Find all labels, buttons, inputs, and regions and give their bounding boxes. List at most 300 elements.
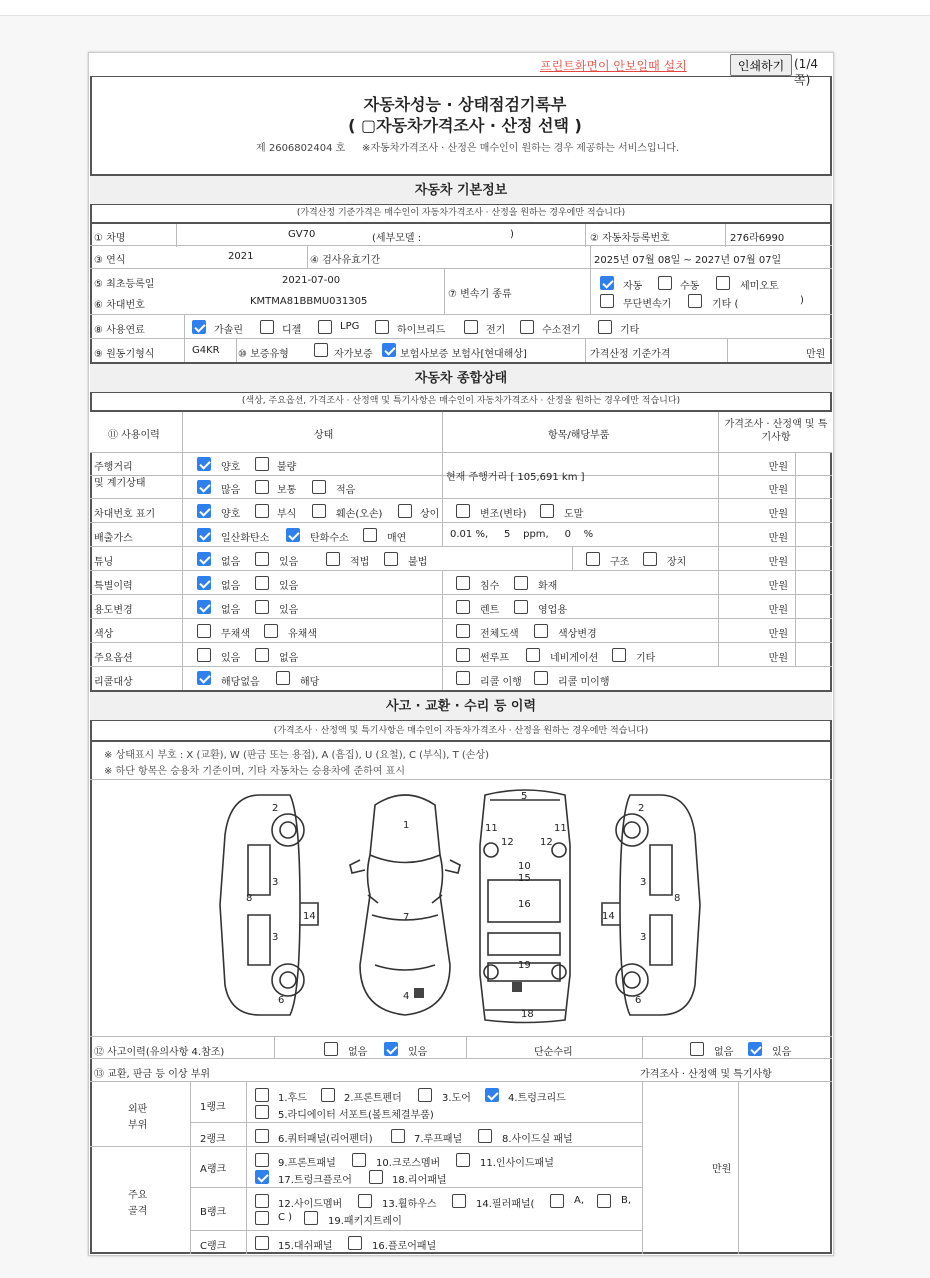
grid-line — [274, 1036, 275, 1059]
checkbox[interactable] — [526, 648, 540, 662]
detail-close: ) — [510, 229, 514, 240]
row-color — [90, 619, 832, 643]
checkbox[interactable] — [398, 504, 412, 518]
label: 튜닝 — [94, 557, 114, 568]
opt-cvt: 무단변속기 — [623, 299, 672, 310]
row-vin-mark — [90, 499, 832, 523]
opt: 보통 — [277, 485, 297, 496]
grid-line — [442, 412, 443, 547]
checkbox[interactable] — [255, 1105, 269, 1119]
grid-line — [572, 547, 573, 571]
checkbox[interactable] — [382, 343, 396, 357]
grid-line — [190, 1230, 642, 1231]
checkbox[interactable] — [197, 576, 211, 590]
label: 용도변경 — [94, 605, 133, 616]
checkbox[interactable] — [748, 1042, 762, 1056]
opt: 전체도색 — [480, 629, 519, 640]
opt: 부식 — [277, 509, 297, 520]
svg-text:11: 11 — [485, 823, 498, 834]
opt: 없음 — [348, 1047, 368, 1058]
svg-text:8: 8 — [674, 893, 681, 904]
grid-line — [642, 1036, 643, 1059]
svg-text:6: 6 — [278, 995, 285, 1006]
checkbox[interactable] — [321, 1088, 335, 1102]
row-recall — [90, 667, 832, 690]
fuel-etc: 기타 — [620, 325, 640, 336]
checkbox[interactable] — [255, 552, 269, 566]
grid-line — [444, 269, 445, 315]
checkbox[interactable] — [485, 1088, 499, 1102]
opt: 리콜 미이행 — [558, 677, 610, 688]
opt: 있음 — [279, 581, 299, 592]
fuel-hybrid: 하이브리드 — [397, 325, 446, 336]
checkbox[interactable] — [255, 1088, 269, 1102]
row-first-reg — [90, 269, 832, 315]
grid-line — [590, 246, 591, 269]
checkbox[interactable] — [375, 320, 389, 334]
opt: 있음 — [772, 1047, 792, 1058]
row-engine — [90, 339, 832, 362]
label: 가격조사 · 산정액 및 특기사항 — [640, 1069, 772, 1080]
unit: 만원 — [806, 349, 826, 360]
label-main: 주요 골격 — [128, 1190, 148, 1217]
opt: 훼손(오손) — [336, 509, 383, 520]
checkbox[interactable] — [600, 294, 614, 308]
svg-text:1: 1 — [403, 820, 410, 831]
grid-line — [725, 224, 726, 247]
checkbox[interactable] — [690, 1042, 704, 1056]
label: ⑨ 원동기형식 — [94, 349, 155, 360]
checkbox[interactable] — [384, 552, 398, 566]
grid-line — [466, 1036, 467, 1059]
opt-etc: 기타 ( — [712, 299, 739, 310]
label: ⑦ 변속기 종류 — [448, 289, 512, 300]
item: 19.패키지트레이 — [328, 1216, 402, 1227]
checkbox[interactable] — [255, 648, 269, 662]
item: 2.프론트펜더 — [344, 1093, 402, 1104]
accident-header: 사고 · 교환 · 수리 등 이력 — [90, 690, 832, 721]
checkbox[interactable] — [255, 480, 269, 494]
checkbox[interactable] — [598, 320, 612, 334]
row-repair-header — [90, 1059, 832, 1082]
grid-line — [642, 1082, 643, 1254]
opt: 리콜 이행 — [480, 677, 522, 688]
item: B, — [621, 1195, 632, 1206]
checkbox[interactable] — [464, 320, 478, 334]
svg-text:10: 10 — [518, 861, 531, 872]
checkbox[interactable] — [197, 528, 211, 542]
checkbox[interactable] — [314, 343, 328, 357]
opt: 탄화수소 — [310, 533, 349, 544]
opt-manual: 수동 — [680, 281, 700, 292]
item: C ) — [278, 1212, 293, 1223]
opt: 불량 — [277, 462, 297, 473]
checkbox[interactable] — [197, 504, 211, 518]
checkbox[interactable] — [197, 671, 211, 685]
checkbox[interactable] — [597, 1194, 611, 1208]
opt: 없음 — [714, 1047, 734, 1058]
row-special — [90, 571, 832, 595]
item: 7.루프패널 — [414, 1134, 463, 1145]
checkbox[interactable] — [534, 624, 548, 638]
svg-text:2: 2 — [272, 803, 279, 814]
checkbox[interactable] — [255, 1211, 269, 1225]
grid-line — [182, 412, 183, 690]
checkbox[interactable] — [418, 1088, 432, 1102]
checkbox[interactable] — [276, 671, 290, 685]
checkbox[interactable] — [456, 671, 470, 685]
checkbox[interactable] — [520, 320, 534, 334]
fuel-hydrogen: 수소전기 — [542, 325, 581, 336]
opt: 많음 — [221, 485, 241, 496]
svg-text:11: 11 — [554, 823, 567, 834]
checkbox[interactable] — [456, 600, 470, 614]
unit: 만원 — [768, 533, 788, 544]
svg-text:16: 16 — [518, 899, 531, 910]
checkbox[interactable] — [197, 457, 211, 471]
checkbox[interactable] — [456, 1153, 470, 1167]
checkbox[interactable] — [312, 504, 326, 518]
row-fuel — [90, 315, 832, 339]
label: ⑤ 최초등록일 — [94, 279, 155, 290]
unit: 만원 — [768, 581, 788, 592]
opt: 일산화탄소 — [221, 533, 270, 544]
item: 3.도어 — [442, 1093, 471, 1104]
label: 특별이력 — [94, 581, 133, 592]
checkbox[interactable] — [255, 504, 269, 518]
row-exhaust — [90, 523, 832, 547]
doc-title: 자동차성능 · 상태점검기록부 — [363, 95, 567, 114]
item: 4.트렁크리드 — [508, 1093, 566, 1104]
accident-note: (가격조사 · 산정액 및 특기사항은 매수인이 자동차가격조사 · 산정을 원하는 경우에만 적습니다) — [273, 726, 649, 736]
opt: 불법 — [408, 557, 428, 568]
svg-text:3: 3 — [272, 877, 279, 888]
item: 17.트렁크플로어 — [278, 1175, 352, 1186]
label: 배출가스 — [94, 533, 133, 544]
checkbox[interactable] — [197, 480, 211, 494]
checkbox[interactable] — [550, 1194, 564, 1208]
grid-line — [718, 412, 719, 667]
item: 8.사이드실 패널 — [502, 1134, 573, 1145]
checkbox[interactable] — [384, 1042, 398, 1056]
checkbox[interactable] — [312, 480, 326, 494]
opt: 없음 — [221, 605, 241, 616]
checkbox[interactable] — [197, 600, 211, 614]
checkbox[interactable] — [456, 504, 470, 518]
opt: 화재 — [538, 581, 558, 592]
divider — [90, 740, 832, 742]
row-options — [90, 643, 832, 667]
opt: 렌트 — [480, 605, 500, 616]
checkbox[interactable] — [318, 320, 332, 334]
label: 리콜대상 — [94, 677, 133, 688]
checkbox[interactable] — [478, 1129, 492, 1143]
divider — [90, 779, 832, 780]
svg-text:14: 14 — [303, 911, 316, 922]
label: 색상 — [94, 629, 114, 640]
checkbox[interactable] — [255, 1194, 269, 1208]
detail-label: (세부모델 : — [372, 233, 422, 244]
legend-line-1: ※ 상태표시 부호 : X (교환), W (판금 또는 용접), A (흠집), U (요철), C (부식), T (손상) — [104, 750, 490, 761]
opt-auto: 자동 — [623, 281, 643, 292]
svg-text:19: 19 — [518, 960, 531, 971]
row-name — [90, 224, 832, 246]
rank-2: 2랭크 — [200, 1134, 226, 1145]
row-accident-history — [90, 1036, 832, 1059]
car-right-side — [602, 795, 700, 1015]
print-toolbar — [88, 54, 834, 87]
col-items: 항목/해당부품 — [548, 430, 610, 441]
status-note: (색상, 주요옵션, 가격조사 · 산정액 및 특기사항은 매수인이 자동차가격조사 · 산정을 원하는 경우에만 적습니다) — [241, 396, 681, 406]
opt: 있음 — [221, 653, 241, 664]
svg-text:5: 5 — [521, 791, 528, 802]
basic-note: (가격산정 기준가격은 매수인이 자동차가격조사 · 산정을 원하는 경우에만 적습니다) — [296, 208, 626, 218]
item: 14.필러패널( — [476, 1199, 535, 1210]
svg-text:7: 7 — [403, 912, 410, 923]
status-header: 자동차 종합상태 — [90, 362, 832, 393]
checkbox[interactable] — [514, 600, 528, 614]
checkbox[interactable] — [540, 504, 554, 518]
col-usage: ⑪ 사용이력 — [108, 430, 160, 441]
browser-top-strip — [0, 0, 930, 16]
checkbox[interactable] — [456, 576, 470, 590]
svg-text:4: 4 — [403, 991, 410, 1002]
opt: 썬루프 — [480, 653, 509, 664]
rank-a: A랭크 — [200, 1164, 227, 1175]
opt: 없음 — [221, 557, 241, 568]
label-mileage: 주행거리 및 계기상태 — [94, 462, 146, 489]
item: 6.쿼터패널(리어펜더) — [278, 1134, 373, 1145]
opt: 양호 — [221, 462, 241, 473]
exhaust-values: 0.01 %, 5 ppm, 0 % — [450, 529, 594, 540]
opt-semi: 세미오토 — [740, 281, 779, 292]
item: 11.인사이드패널 — [480, 1158, 554, 1169]
engine-type: G4KR — [192, 345, 220, 356]
install-link[interactable]: 프린트화면이 안보일때 설치 — [540, 59, 687, 73]
checkbox[interactable] — [348, 1236, 362, 1250]
unit: 만원 — [768, 509, 788, 520]
grid-line — [90, 1146, 642, 1147]
opt: 양호 — [221, 509, 241, 520]
grid-line — [184, 315, 185, 339]
car-left-side — [220, 795, 318, 1015]
svg-text:3: 3 — [640, 877, 647, 888]
checkbox[interactable] — [260, 320, 274, 334]
rank-b: B랭크 — [200, 1207, 227, 1218]
label: ③ 연식 — [94, 255, 126, 266]
opt: 도말 — [564, 509, 584, 520]
item: 16.플로어패널 — [372, 1241, 437, 1252]
doc-note: ※자동차가격조사 · 산정은 매수인이 원하는 경우 제공하는 서비스입니다. — [362, 143, 680, 154]
legend-line-2: ※ 하단 항목은 승용차 기준이며, 기타 자동차는 승용차에 준하여 표시 — [104, 766, 405, 777]
opt: 매연 — [387, 533, 407, 544]
opt: 변조(변타) — [480, 509, 527, 520]
grid-line — [585, 224, 586, 247]
odometer: 현재 주행거리 [ 105,691 km ] — [446, 472, 585, 483]
label: 차대번호 표기 — [94, 509, 156, 520]
fuel-gasoline: 가솔린 — [214, 325, 243, 336]
grid-line — [176, 224, 177, 247]
label: ⑥ 차대번호 — [94, 300, 145, 311]
status-col-header — [90, 412, 832, 453]
grid-line — [246, 1082, 247, 1254]
col-state: 상태 — [314, 430, 334, 441]
opt: 침수 — [480, 581, 500, 592]
item: 10.크로스멤버 — [376, 1158, 441, 1169]
item: 13.휠하우스 — [382, 1199, 437, 1210]
row-year — [90, 246, 832, 269]
opt: 장치 — [667, 557, 687, 568]
col-price: 가격조사 · 산정액 및 특기사항 — [724, 419, 828, 443]
unit: 만원 — [768, 653, 788, 664]
unit: 만원 — [768, 485, 788, 496]
checkbox[interactable] — [255, 600, 269, 614]
rank-1: 1랭크 — [200, 1102, 226, 1113]
checkbox[interactable] — [255, 1170, 269, 1184]
reg-number: 276라6990 — [730, 233, 785, 244]
checkbox[interactable] — [612, 648, 626, 662]
grid-line — [727, 339, 728, 362]
checkbox[interactable] — [369, 1170, 383, 1184]
opt-etc-close: ) — [800, 295, 804, 306]
year: 2021 — [228, 251, 254, 262]
grid-line — [307, 246, 308, 269]
page-indicator: (1/4쪽) — [794, 57, 818, 87]
svg-text:2: 2 — [638, 803, 645, 814]
label: ⑫ 사고이력(유의사항 4.참조) — [94, 1047, 225, 1058]
checkbox[interactable] — [352, 1153, 366, 1167]
grid-line — [236, 339, 237, 362]
doc-number: 제 2606802404 호 — [256, 143, 346, 154]
label: ⑧ 사용연료 — [94, 325, 145, 336]
checkbox[interactable] — [264, 624, 278, 638]
checkbox[interactable] — [456, 624, 470, 638]
svg-text:3: 3 — [640, 932, 647, 943]
item: A, — [574, 1195, 585, 1206]
unit: 만원 — [768, 629, 788, 640]
opt: 무채색 — [221, 629, 250, 640]
label: ④ 검사유효기간 — [310, 255, 381, 266]
valid-period: 2025년 07월 08일 ~ 2027년 07월 07일 — [594, 255, 782, 266]
checkbox[interactable] — [586, 552, 600, 566]
car-diagram — [200, 785, 720, 1025]
checkbox[interactable] — [600, 276, 614, 290]
svg-text:12: 12 — [540, 837, 553, 848]
opt: 있음 — [408, 1047, 428, 1058]
checkbox[interactable] — [255, 576, 269, 590]
opt: 적음 — [336, 485, 356, 496]
item: 9.프론트패널 — [278, 1158, 336, 1169]
checkbox[interactable] — [456, 648, 470, 662]
checkbox[interactable] — [688, 294, 702, 308]
item: 12.사이드멤버 — [278, 1199, 343, 1210]
opt: 영업용 — [538, 605, 567, 616]
checkbox[interactable] — [452, 1194, 466, 1208]
checkbox[interactable] — [324, 1042, 338, 1056]
checkbox[interactable] — [192, 320, 206, 334]
grid-line — [585, 339, 586, 362]
opt: 있음 — [279, 605, 299, 616]
vin: KMTMA81BBMU031305 — [250, 296, 368, 307]
print-button[interactable]: 인쇄하기 — [730, 54, 792, 76]
opt: 구조 — [610, 557, 630, 568]
unit: 만원 — [768, 462, 788, 473]
first-reg-date: 2021-07-00 — [282, 275, 341, 286]
checkbox[interactable] — [286, 528, 300, 542]
opt: 유채색 — [288, 629, 317, 640]
svg-text:8: 8 — [246, 893, 253, 904]
unit: 만원 — [712, 1164, 732, 1175]
checkbox[interactable] — [716, 276, 730, 290]
opt: 색상변경 — [558, 629, 597, 640]
grid-line — [190, 1082, 191, 1254]
warranty-insurer: 보험사보증 보험사[현대해상] — [400, 349, 527, 360]
checkbox[interactable] — [255, 1236, 269, 1250]
opt: 해당없음 — [221, 677, 260, 688]
checkbox[interactable] — [643, 552, 657, 566]
checkbox[interactable] — [326, 552, 340, 566]
checkbox[interactable] — [514, 576, 528, 590]
opt: 상이 — [420, 509, 440, 520]
fuel-diesel: 디젤 — [282, 325, 302, 336]
checkbox[interactable] — [304, 1211, 318, 1225]
svg-text:3: 3 — [272, 932, 279, 943]
item: 18.리어패널 — [392, 1175, 447, 1186]
row-tuning — [90, 547, 832, 571]
row-usage — [90, 595, 832, 619]
warranty-self: 자가보증 — [334, 349, 373, 360]
checkbox[interactable] — [358, 1194, 372, 1208]
grid-line — [795, 453, 796, 667]
svg-text:18: 18 — [521, 1009, 534, 1020]
grid-line — [738, 1082, 739, 1254]
doc-subtitle: ( ▢자동차가격조사 · 산정 선택 ) — [348, 116, 582, 135]
opt: 네비게이션 — [550, 653, 599, 664]
opt: 없음 — [221, 581, 241, 592]
fuel-ev: 전기 — [486, 325, 506, 336]
checkbox[interactable] — [255, 1129, 269, 1143]
opt: 해당 — [300, 677, 320, 688]
svg-text:15: 15 — [518, 873, 531, 884]
unit: 만원 — [768, 557, 788, 568]
item: 1.후드 — [278, 1093, 307, 1104]
item: 15.대쉬패널 — [278, 1241, 333, 1252]
fuel-lpg: LPG — [340, 321, 360, 332]
item: 5.라디에이터 서포트(볼트체결부품) — [278, 1110, 434, 1121]
svg-text:12: 12 — [501, 837, 514, 848]
checkbox[interactable] — [197, 648, 211, 662]
label: ⑬ 교환, 판금 등 이상 부위 — [94, 1069, 211, 1080]
checkbox[interactable] — [197, 552, 211, 566]
label-outer: 외판 부위 — [128, 1104, 148, 1131]
checkbox[interactable] — [197, 624, 211, 638]
rank-c: C랭크 — [200, 1241, 227, 1252]
grid-line — [442, 571, 443, 690]
checkbox[interactable] — [534, 671, 548, 685]
checkbox[interactable] — [363, 528, 377, 542]
checkbox[interactable] — [391, 1129, 405, 1143]
opt: 없음 — [279, 653, 299, 664]
grid-line — [184, 339, 185, 362]
checkbox[interactable] — [255, 1153, 269, 1167]
label: ⑩ 보증유형 — [238, 349, 289, 360]
checkbox[interactable] — [255, 457, 269, 471]
basic-header: 자동차 기본정보 — [90, 174, 832, 205]
label: ① 차명 — [94, 233, 126, 244]
label: ② 자동차등록번호 — [590, 233, 670, 244]
grid-line — [590, 269, 591, 315]
checkbox[interactable] — [658, 276, 672, 290]
